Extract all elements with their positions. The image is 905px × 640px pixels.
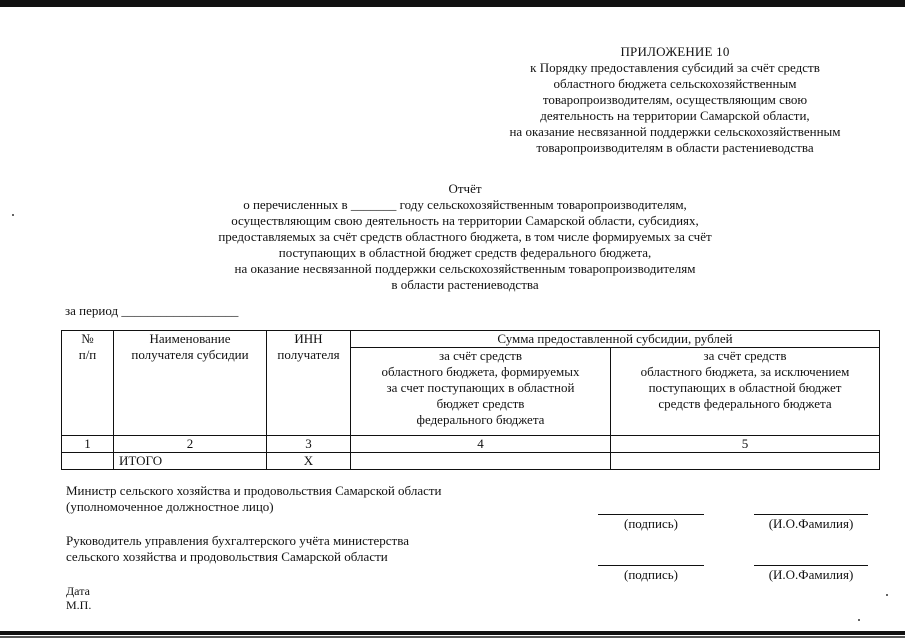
appendix-line: товаропроизводителям в области растениеводства [536, 140, 814, 155]
report-title: Отчёт [448, 181, 482, 196]
appendix-line: на оказание несвязанной поддержки сельскохозяйственным [509, 124, 841, 139]
name-caption: (И.О.Фамилия) [768, 516, 854, 531]
stamp-label: М.П. [66, 598, 92, 612]
appendix-line: к Порядку предоставления субсидий за счёт средств [530, 60, 820, 75]
report-line: предоставляемых за счёт средств областного бюджета, в том числе формируемых за счёт [218, 229, 712, 244]
bottom-border [0, 631, 905, 635]
header-recipient-name: Наименование получателя субсидии [114, 331, 267, 436]
column-number: 2 [114, 436, 267, 453]
appendix-line: товаропроизводителям, осуществляющим свою [542, 92, 808, 107]
name-caption: (И.О.Фамилия) [768, 567, 854, 582]
total-sum-cell [351, 453, 611, 470]
scan-speck [12, 214, 14, 216]
header-inn: ИНН получателя [267, 331, 351, 436]
appendix-line: областного бюджета сельскохозяйственным [553, 76, 797, 91]
report-line: на оказание несвязанной поддержки сельскохозяйственным товаропроизводителям [234, 261, 696, 276]
signature-line [598, 514, 704, 515]
report-heading [150, 181, 780, 293]
total-num-cell [62, 453, 114, 470]
report-line: в области растениеводства [391, 277, 539, 292]
header-regional-without-federal: за счёт средств областного бюджета, за исключением поступающих в областной бюджет средств федерального бюджета [611, 348, 880, 436]
report-line: о перечисленных в _______ году сельскохозяйственным товаропроизводителям, [243, 197, 687, 212]
column-number: 4 [351, 436, 611, 453]
header-regional-with-federal: за счёт средств областного бюджета, формируемых за счет поступающих в областной бюджет средств федерального бюджета [351, 348, 611, 436]
signatory-accounting-head: Руководитель управления бухгалтерского учёта министерства сельского хозяйства и продовольствия Самарской области [66, 533, 409, 564]
name-line [754, 514, 868, 515]
bottom-border-shadow [0, 636, 905, 638]
scan-speck [886, 594, 888, 596]
report-line: осуществляющим свою деятельность на территории Самарской области, субсидиях, [231, 213, 699, 228]
header-subsidy-sum: Сумма предоставленной субсидии, рублей [351, 331, 880, 348]
column-number: 5 [611, 436, 880, 453]
total-inn-cell: Х [267, 453, 351, 470]
name-line [754, 565, 868, 566]
column-number-row [62, 436, 880, 453]
table-header-row [62, 331, 880, 348]
signature-line [598, 565, 704, 566]
column-number: 1 [62, 436, 114, 453]
subsidy-table [61, 330, 880, 470]
total-row [62, 453, 880, 470]
date-label: Дата [66, 584, 90, 598]
top-border [0, 0, 905, 7]
column-number: 3 [267, 436, 351, 453]
appendix-title: ПРИЛОЖЕНИЕ 10 [620, 44, 730, 59]
date-stamp-block [66, 584, 91, 612]
appendix-header [470, 44, 880, 156]
total-sum-cell [611, 453, 880, 470]
report-line: поступающих в областной бюджет средств федерального бюджета, [278, 245, 652, 260]
header-num: № п/п [62, 331, 114, 436]
appendix-line: деятельность на территории Самарской области, [540, 108, 810, 123]
signature-caption: (подпись) [624, 567, 678, 582]
period-field: за период __________________ [65, 303, 239, 318]
scan-speck [858, 619, 860, 621]
signature-caption: (подпись) [624, 516, 678, 531]
total-label: ИТОГО [114, 453, 267, 470]
signatory-minister: Министр сельского хозяйства и продовольствия Самарской области (уполномоченное должностное лицо) [66, 483, 442, 514]
